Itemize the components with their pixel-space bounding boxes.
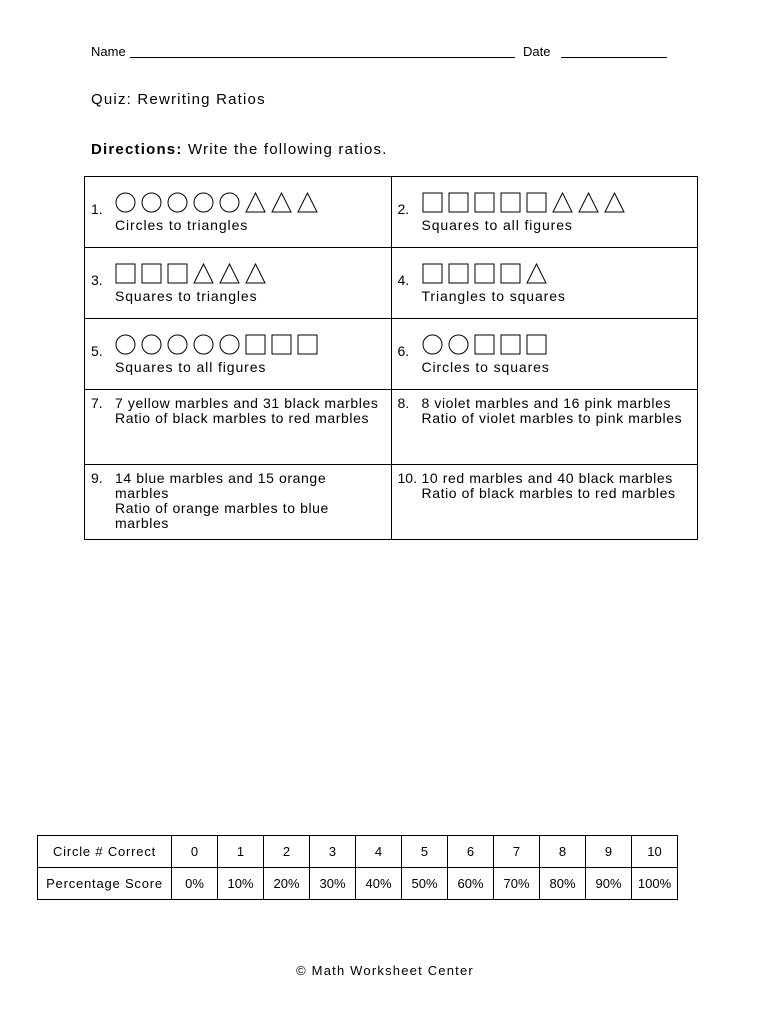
word-problem bbox=[422, 396, 692, 426]
score-row-counts bbox=[38, 836, 678, 868]
question-1 bbox=[85, 177, 392, 248]
triangle-shape bbox=[245, 192, 266, 213]
circle-shape bbox=[219, 192, 240, 213]
triangle-shape bbox=[245, 263, 266, 284]
percent-cell: 40% bbox=[356, 868, 402, 900]
percentage-score-header: Percentage Score bbox=[38, 868, 172, 900]
square-shape bbox=[500, 334, 521, 355]
square-shape bbox=[448, 263, 469, 284]
square-shape bbox=[422, 192, 443, 213]
shape-row bbox=[115, 192, 318, 213]
date-field[interactable] bbox=[561, 57, 667, 58]
question-8 bbox=[391, 390, 698, 465]
square-shape bbox=[474, 334, 495, 355]
count-cell: 8 bbox=[540, 836, 586, 868]
count-cell: 4 bbox=[356, 836, 402, 868]
directions-label: Directions: bbox=[91, 141, 183, 158]
question-label: Squares to triangles bbox=[115, 288, 258, 304]
directions-text: Write the following ratios. bbox=[187, 141, 388, 158]
word-problem-line: Ratio of violet marbles to pink marbles bbox=[421, 410, 683, 426]
question-6 bbox=[391, 319, 698, 390]
circle-shape bbox=[422, 334, 443, 355]
word-problem-line: 10 red marbles and 40 black marbles bbox=[421, 470, 673, 486]
question-label: Circles to squares bbox=[421, 359, 550, 375]
circle-shape bbox=[141, 192, 162, 213]
circle-shape bbox=[115, 192, 136, 213]
circle-shape bbox=[167, 334, 188, 355]
question-number: 5. bbox=[91, 343, 103, 359]
count-cell: 2 bbox=[264, 836, 310, 868]
question-number: 1. bbox=[91, 201, 103, 217]
score-table bbox=[37, 835, 678, 900]
circle-shape bbox=[167, 192, 188, 213]
percent-cell: 0% bbox=[172, 868, 218, 900]
date-label: Date bbox=[523, 44, 551, 59]
square-shape bbox=[526, 192, 547, 213]
triangle-shape bbox=[193, 263, 214, 284]
square-shape bbox=[448, 192, 469, 213]
count-cell: 1 bbox=[218, 836, 264, 868]
triangle-shape bbox=[526, 263, 547, 284]
triangle-shape bbox=[604, 192, 625, 213]
percent-cell: 100% bbox=[632, 868, 678, 900]
square-shape bbox=[526, 334, 547, 355]
shape-row bbox=[422, 334, 547, 355]
word-problem-line: 8 violet marbles and 16 pink marbles bbox=[421, 395, 672, 411]
question-number: 2. bbox=[397, 201, 410, 217]
circle-shape bbox=[219, 334, 240, 355]
question-number: 10. bbox=[397, 470, 417, 486]
question-3 bbox=[85, 248, 392, 319]
word-problem-line: Ratio of black marbles to red marbles bbox=[421, 485, 676, 501]
question-number: 9. bbox=[91, 470, 103, 486]
question-number: 3. bbox=[91, 272, 103, 288]
triangle-shape bbox=[271, 192, 292, 213]
score-row-percentages bbox=[38, 868, 678, 900]
copyright-footer: © Math Worksheet Center bbox=[296, 963, 474, 978]
circle-shape bbox=[448, 334, 469, 355]
question-label: Squares to all figures bbox=[115, 359, 267, 375]
square-shape bbox=[245, 334, 266, 355]
circle-shape bbox=[141, 334, 162, 355]
circle-shape bbox=[193, 192, 214, 213]
triangle-shape bbox=[219, 263, 240, 284]
triangle-shape bbox=[297, 192, 318, 213]
directions bbox=[91, 141, 388, 158]
count-cell: 6 bbox=[448, 836, 494, 868]
square-shape bbox=[500, 192, 521, 213]
question-5 bbox=[85, 319, 392, 390]
count-cell: 7 bbox=[494, 836, 540, 868]
percent-cell: 10% bbox=[218, 868, 264, 900]
percent-cell: 70% bbox=[494, 868, 540, 900]
percent-cell: 50% bbox=[402, 868, 448, 900]
question-label: Squares to all figures bbox=[421, 217, 573, 233]
name-field[interactable] bbox=[130, 57, 515, 58]
name-label: Name bbox=[91, 44, 126, 59]
count-cell: 10 bbox=[632, 836, 678, 868]
square-shape bbox=[115, 263, 136, 284]
percent-cell: 90% bbox=[586, 868, 632, 900]
square-shape bbox=[474, 263, 495, 284]
circle-shape bbox=[115, 334, 136, 355]
question-number: 6. bbox=[397, 343, 410, 359]
percent-cell: 80% bbox=[540, 868, 586, 900]
word-problem bbox=[115, 396, 385, 426]
square-shape bbox=[297, 334, 318, 355]
word-problem-line: 14 blue marbles and 15 orange marbles bbox=[115, 470, 327, 501]
square-shape bbox=[271, 334, 292, 355]
question-7 bbox=[85, 390, 392, 465]
word-problem bbox=[115, 471, 385, 531]
square-shape bbox=[422, 263, 443, 284]
square-shape bbox=[474, 192, 495, 213]
word-problem-line: Ratio of orange marbles to blue marbles bbox=[115, 500, 329, 531]
word-problem-line: Ratio of black marbles to red marbles bbox=[115, 410, 370, 426]
shape-row bbox=[422, 192, 625, 213]
shape-row bbox=[115, 263, 266, 284]
shape-row bbox=[115, 334, 318, 355]
question-2 bbox=[391, 177, 698, 248]
word-problem bbox=[422, 471, 692, 501]
shape-row bbox=[422, 263, 547, 284]
question-number: 4. bbox=[397, 272, 410, 288]
count-cell: 0 bbox=[172, 836, 218, 868]
word-problem-line: 7 yellow marbles and 31 black marbles bbox=[115, 395, 379, 411]
quiz-title: Quiz: Rewriting Ratios bbox=[91, 91, 266, 108]
percent-cell: 60% bbox=[448, 868, 494, 900]
count-cell: 5 bbox=[402, 836, 448, 868]
square-shape bbox=[141, 263, 162, 284]
question-label: Circles to triangles bbox=[115, 217, 249, 233]
question-number: 8. bbox=[397, 395, 410, 411]
triangle-shape bbox=[578, 192, 599, 213]
question-10 bbox=[391, 465, 698, 540]
question-number: 7. bbox=[91, 395, 103, 411]
count-cell: 3 bbox=[310, 836, 356, 868]
question-4 bbox=[391, 248, 698, 319]
square-shape bbox=[500, 263, 521, 284]
square-shape bbox=[167, 263, 188, 284]
questions-table bbox=[84, 176, 698, 540]
count-cell: 9 bbox=[586, 836, 632, 868]
percent-cell: 20% bbox=[264, 868, 310, 900]
question-label: Triangles to squares bbox=[421, 288, 566, 304]
circle-shape bbox=[193, 334, 214, 355]
percent-cell: 30% bbox=[310, 868, 356, 900]
question-9 bbox=[85, 465, 392, 540]
circle-correct-header: Circle # Correct bbox=[38, 836, 172, 868]
triangle-shape bbox=[552, 192, 573, 213]
